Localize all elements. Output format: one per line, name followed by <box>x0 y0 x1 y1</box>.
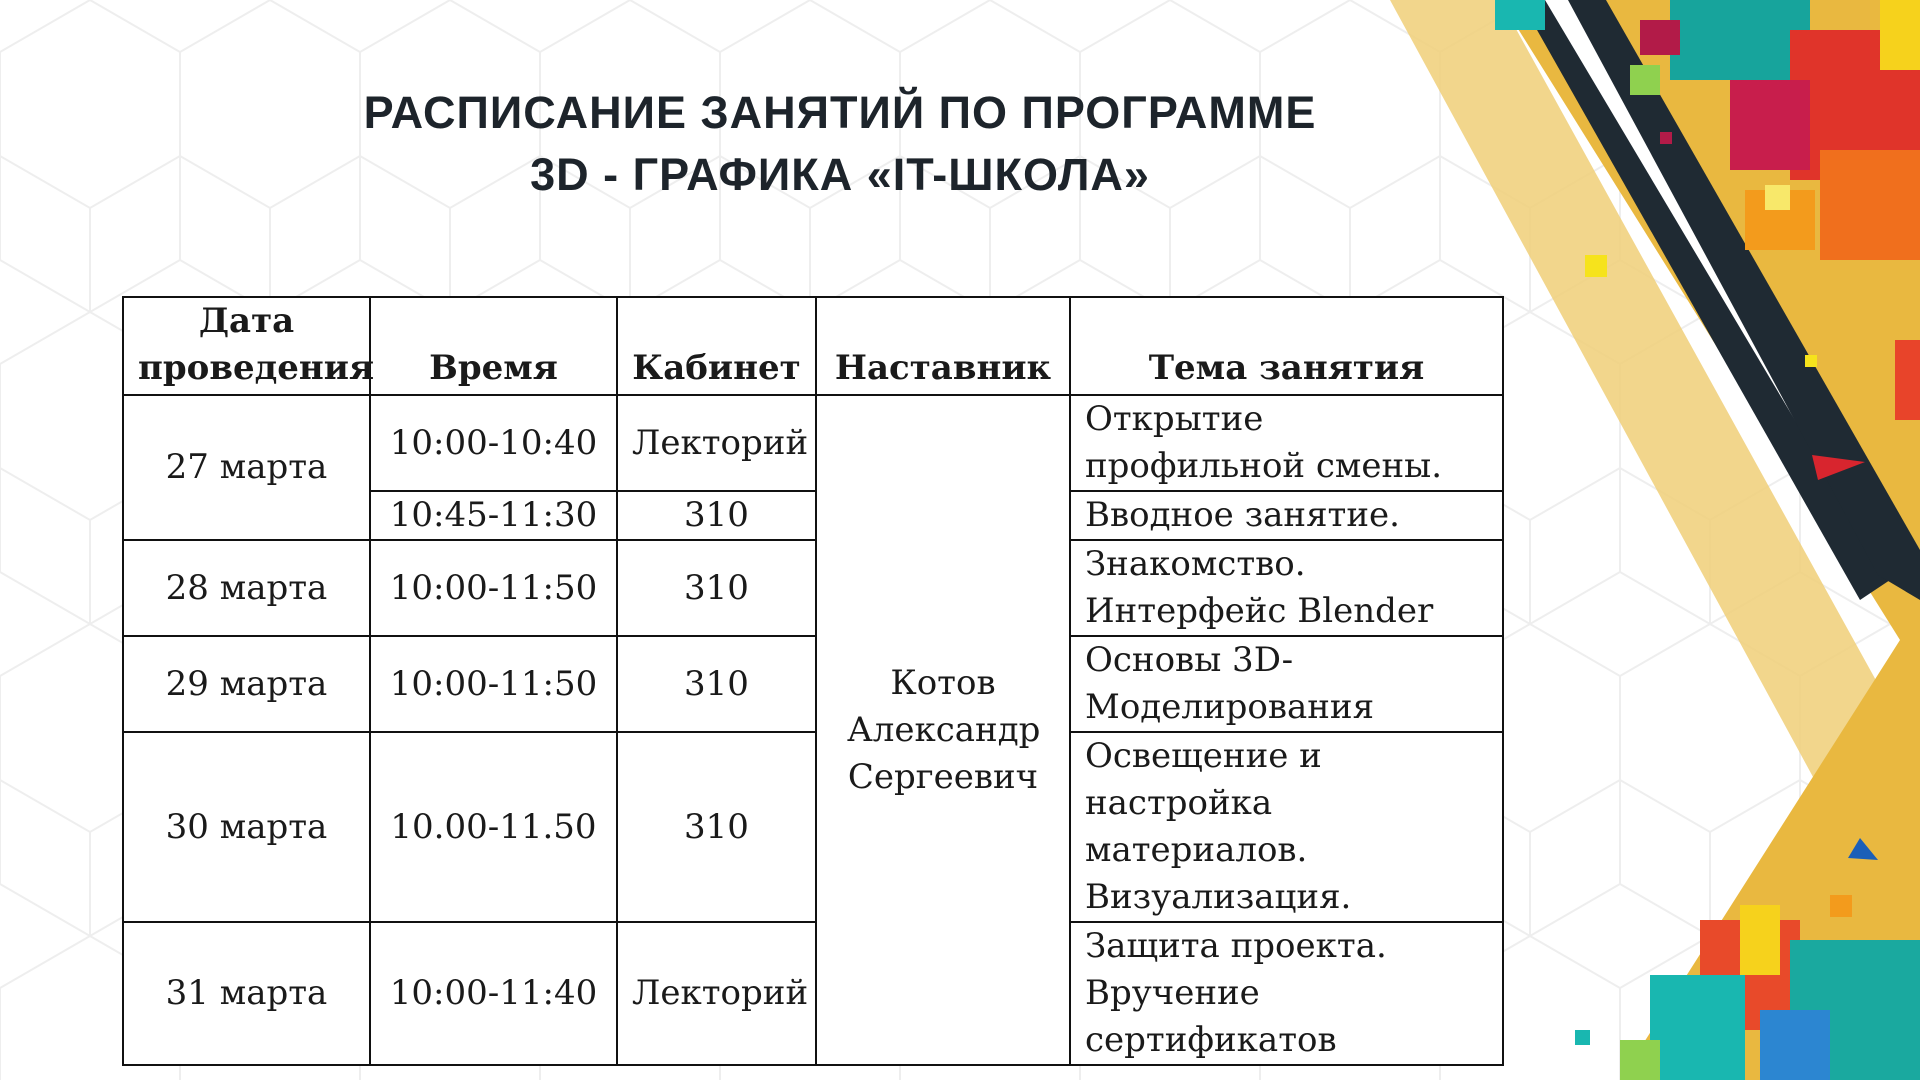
cell-time: 10:00-10:40 <box>370 395 617 491</box>
cell-room: Лекторий <box>617 922 816 1065</box>
table-header-row <box>123 297 1503 395</box>
page-title-line-2: 3D - ГРАФИКА «IT-ШКОЛА» <box>530 149 1150 200</box>
cell-date: 27 марта <box>123 395 370 540</box>
cell-topic: Основы 3D-Моделирования <box>1070 636 1503 732</box>
cell-room: 310 <box>617 491 816 540</box>
cell-room: 310 <box>617 732 816 922</box>
cell-topic: Открытие профильной смены. <box>1070 395 1503 491</box>
cell-time: 10.00-11.50 <box>370 732 617 922</box>
table-row <box>123 636 1503 732</box>
header-date: Дата проведения <box>123 297 370 395</box>
page-title-line-1: РАСПИСАНИЕ ЗАНЯТИЙ ПО ПРОГРАММЕ <box>363 87 1317 138</box>
cell-date: 31 марта <box>123 922 370 1065</box>
header-topic: Тема занятия <box>1070 297 1503 395</box>
cell-date: 30 марта <box>123 732 370 922</box>
header-mentor: Наставник <box>816 297 1070 395</box>
table-row <box>123 540 1503 636</box>
header-time: Время <box>370 297 617 395</box>
cell-mentor: Котов Александр Сергеевич <box>816 395 1070 1065</box>
cell-topic: Знакомство. Интерфейс Blender <box>1070 540 1503 636</box>
cell-time: 10:00-11:50 <box>370 540 617 636</box>
table-row <box>123 922 1503 1065</box>
cell-topic: Вводное занятие. <box>1070 491 1503 540</box>
header-room: Кабинет <box>617 297 816 395</box>
cell-topic: Защита проекта. Вручение сертификатов <box>1070 922 1503 1065</box>
page-title <box>300 82 1380 206</box>
cell-room: 310 <box>617 540 816 636</box>
cell-time: 10:00-11:50 <box>370 636 617 732</box>
cell-date: 29 марта <box>123 636 370 732</box>
table-row <box>123 732 1503 922</box>
schedule-table <box>122 296 1504 1066</box>
table-row <box>123 395 1503 491</box>
cell-time: 10:00-11:40 <box>370 922 617 1065</box>
cell-topic: Освещение и настройка материалов. Визуализация. <box>1070 732 1503 922</box>
cell-time: 10:45-11:30 <box>370 491 617 540</box>
cell-date: 28 марта <box>123 540 370 636</box>
cell-room: Лекторий <box>617 395 816 491</box>
cell-room: 310 <box>617 636 816 732</box>
